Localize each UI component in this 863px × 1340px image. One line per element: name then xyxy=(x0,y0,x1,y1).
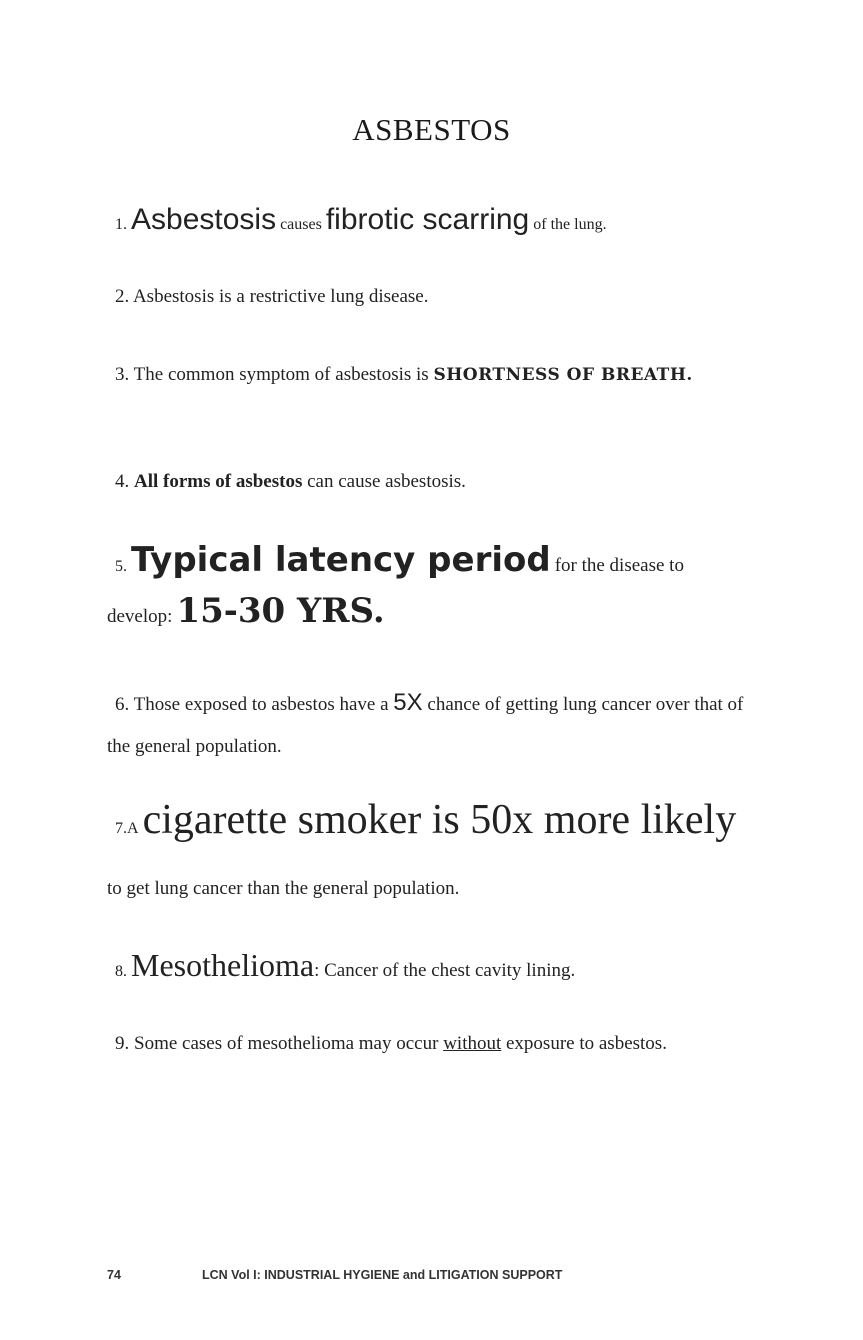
connector-text: causes xyxy=(280,216,322,233)
item-text: to get lung cancer than the general population. xyxy=(107,878,460,899)
list-item-2 xyxy=(107,286,747,308)
page-title: ASBESTOS xyxy=(352,112,511,147)
list-item-7 xyxy=(107,790,747,920)
item-number: 4. xyxy=(115,471,130,492)
item-text: can cause asbestosis. xyxy=(307,471,466,492)
term-fibrotic-scarring: fibrotic scarring xyxy=(325,203,530,236)
bold-text: All forms of asbestos xyxy=(134,471,303,492)
list-item-3 xyxy=(107,358,747,392)
list-item-5 xyxy=(107,538,747,640)
list-item-8 xyxy=(107,940,747,997)
list-item-4 xyxy=(107,471,747,493)
list-item-1 xyxy=(107,198,747,247)
page-footer xyxy=(107,1268,562,1282)
term-asbestosis: Asbestosis xyxy=(131,203,277,236)
page-number: 74 xyxy=(107,1268,121,1282)
underlined-text: without xyxy=(443,1033,502,1054)
item-number: 8. xyxy=(115,963,127,980)
item-text: Those exposed to asbestos have a xyxy=(133,694,389,715)
item-number: 3. xyxy=(115,364,130,385)
article-text: A xyxy=(127,820,139,837)
risk-factor: 5X xyxy=(393,689,423,716)
item-text: Some cases of mesothelioma may occur xyxy=(134,1033,439,1054)
item-text-continued: exposure to asbestos. xyxy=(506,1033,667,1054)
emphasis-text: SHORTNESS OF BREATH. xyxy=(433,365,693,385)
item-number: 6. xyxy=(115,694,130,715)
item-text: Asbestosis is a restrictive lung disease. xyxy=(132,286,429,307)
large-text: cigarette smoker is 50x more likely xyxy=(142,797,737,843)
latency-value: 15-30 YRS. xyxy=(176,591,385,631)
item-text: : Cancer of the chest cavity lining. xyxy=(314,960,576,981)
list-item-6 xyxy=(107,682,747,768)
item-text: for the disease to develop: xyxy=(107,555,684,627)
item-number: 9. xyxy=(115,1033,130,1054)
footer-title: LCN Vol I: INDUSTRIAL HYGIENE and LITIGATION SUPPORT xyxy=(202,1268,563,1282)
item-number: 2. xyxy=(115,286,130,307)
bold-text: Typical latency period xyxy=(131,540,551,580)
term-mesothelioma: Mesothelioma xyxy=(131,947,315,983)
item-number: 1. xyxy=(115,216,127,233)
item-text-continued: chance of getting lung cancer over that of the general population. xyxy=(107,694,744,757)
trailing-text: of the lung. xyxy=(533,216,607,233)
list-item-9 xyxy=(107,1025,747,1063)
item-text: The common symptom of asbestosis is xyxy=(133,364,429,385)
item-number: 7. xyxy=(115,820,127,837)
item-number: 5. xyxy=(115,558,127,575)
